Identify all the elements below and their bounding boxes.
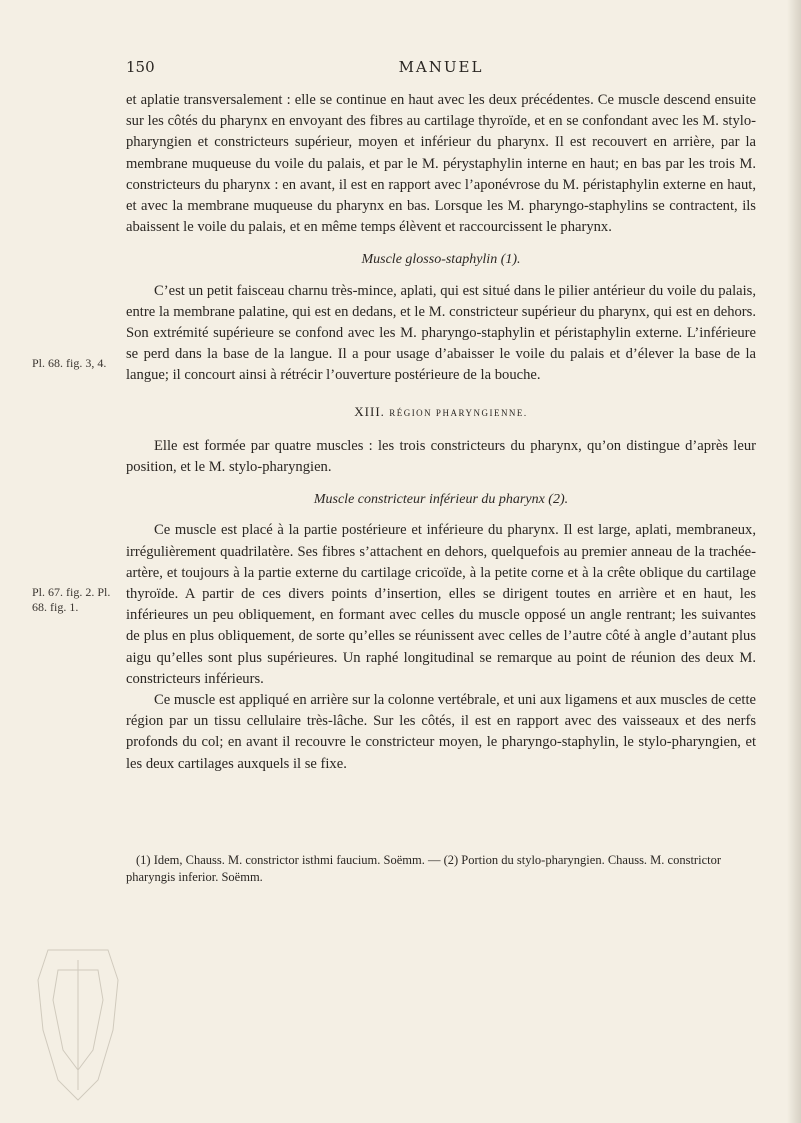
paragraph: C’est un petit faisceau charnu très-mince, aplati, qui est situé dans le pilier antérieur du voile du palais, entre la membrane palatine, qui est en dedans, et le M. constricteur supérieur du pharynx, qui est en dehors. Son extrémité supérieure se confond avec les M. pharyngo-staphylin et péristaphylin externe. L’inférieure se perd dans la base de la langue. Il a pour usage d’abaisser le voile du palais et d’élever la base de la langue; il concourt ainsi à rétrécir l’ouverture postérieure de la bouche. xyxy=(126,282,756,384)
body-text xyxy=(126,90,756,775)
subheading: Muscle glosso-staphylin (1). xyxy=(361,252,521,268)
section-title: RÉGION PHARYNGIENNE. xyxy=(389,407,528,418)
section-heading xyxy=(126,401,756,424)
page-header xyxy=(126,58,756,80)
margin-note-plate-ref-1: Pl. 68. fig. 3, 4. xyxy=(32,356,107,370)
footnote: (1) Idem, Chauss. M. constrictor isthmi faucium. Soëmm. — (2) Portion du stylo-pharyngien. Chauss. M. constrictor pharyngis inferior. Soëmm. xyxy=(126,853,721,884)
page-number: 150 xyxy=(126,58,155,76)
page-edge-shadow xyxy=(787,0,801,1123)
paragraph: Elle est formée par quatre muscles : les trois constricteurs du pharynx, qu’on distingue d’après leur position, et le M. stylo-pharyngien. xyxy=(126,437,756,476)
margin-note-plate-ref-2: Pl. 67. fig. 2. Pl. 68. fig. 1. xyxy=(32,585,111,614)
footnotes xyxy=(126,852,756,886)
subheading: Muscle constricteur inférieur du pharynx (2). xyxy=(313,492,569,508)
paragraph: Ce muscle est placé à la partie postérieure et inférieure du pharynx. Il est large, aplati, membraneux, irrégulièrement quadrilatère. Ses fibres s’attachent en dehors, quelquefois au premier anneau de la trachée-artère, et toujours à la partie externe du cartilage cricoïde, à la petite corne et à la crête oblique du cartilage thyroïde. A partir de ces divers points d’insertion, elles se dirigent toutes en arrière et en haut, les inférieures un peu obliquement, en formant avec celles du muscle opposé un angle rentrant; les suivantes de plus en plus obliquement, de sorte qu’elles se réunissent avec celles de l’autre côté à angle d’autant plus aigu qu’elles sont plus supérieures. Un raphé longitudinal se remarque au point de réunion des deux M. constricteurs inférieurs. xyxy=(126,522,756,687)
paragraph: et aplatie transversalement : elle se continue en haut avec les deux précédentes. Ce muscle descend ensuite sur les côtés du pharynx en envoyant des fibres au cartilage thyroïde, et en se confondant avec les M. stylo-pharyngien et constricteurs supérieur, moyen et inférieur du pharynx. Il est recouvert en arrière, par la membrane muqueuse du voile du palais, et par le M. pérystaphylin interne en haut; en bas par les trois M. constricteurs du pharynx : en avant, il est en rapport avec l’aponévrose du M. péristaphylin externe en haut, et avec la membrane muqueuse du pharynx en bas. Lorsque les M. pharyngo-staphylins se contractent, ils abaissent le voile du palais, et en même temps élèvent et raccourcissent le pharynx. xyxy=(126,92,756,236)
running-title: MANUEL xyxy=(398,58,484,76)
library-stamp-icon xyxy=(18,940,138,1110)
paragraph: Ce muscle est appliqué en arrière sur la colonne vertébrale, et uni aux ligamens et aux muscles de cette région par un tissu cellulaire très-lâche. Sur les côtés, il est en rapport avec des vaisseaux et des nerfs profonds du col; en avant il recouvre le constricteur moyen, le pharyngo-staphylin, le stylo-pharyngien, et les deux cartilages auxquels il se fixe. xyxy=(126,692,756,772)
section-number: XIII. xyxy=(354,403,385,419)
